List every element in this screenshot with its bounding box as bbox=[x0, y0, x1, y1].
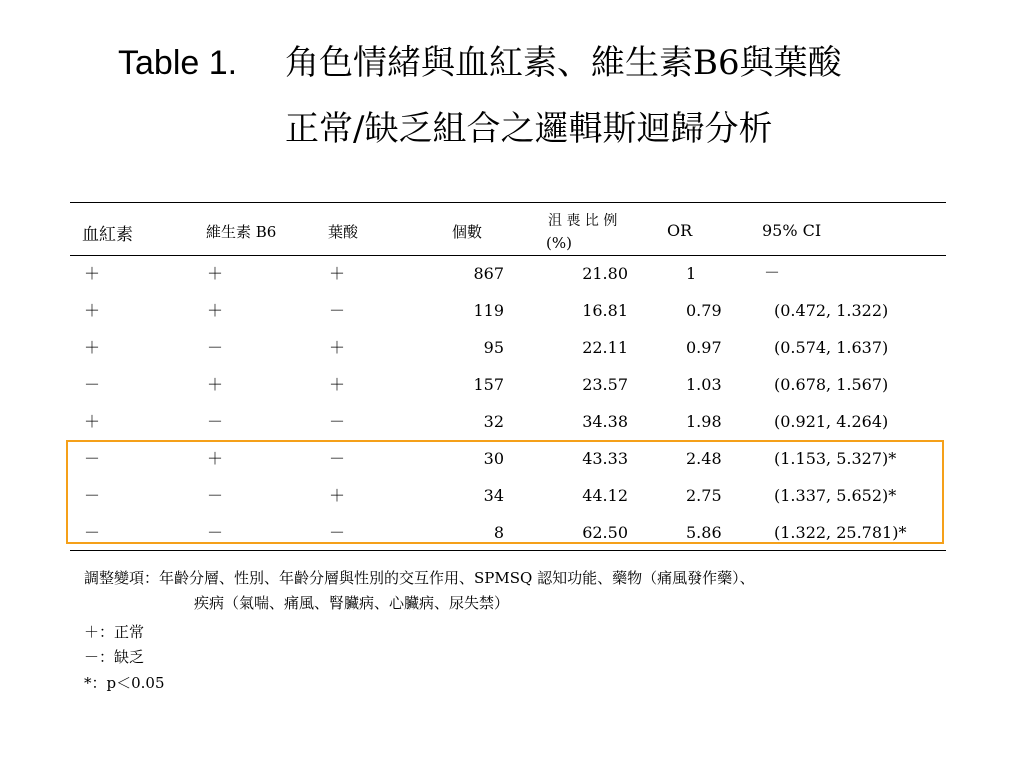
cell-hemoglobin: － bbox=[83, 375, 100, 394]
cell-hemoglobin: － bbox=[83, 523, 100, 542]
cell-vitamin-b6: － bbox=[206, 412, 223, 431]
cell-ci: (1.337, 5.652)* bbox=[774, 486, 897, 505]
cell-vitamin-b6: ＋ bbox=[206, 264, 223, 283]
cell-or: 0.97 bbox=[686, 338, 722, 357]
cell-folate: － bbox=[328, 523, 345, 542]
cell-percent: 21.80 bbox=[582, 264, 628, 283]
table-title-line2: 正常/缺乏組合之邏輯斯迴歸分析 bbox=[285, 109, 773, 149]
cell-hemoglobin: ＋ bbox=[83, 412, 100, 431]
cell-hemoglobin: － bbox=[83, 486, 100, 505]
cell-ci: (0.574, 1.637) bbox=[774, 338, 889, 357]
table-title-text: 角色情緒與血紅素、維生素B6與葉酸 bbox=[285, 43, 842, 83]
cell-ci: － bbox=[764, 263, 781, 282]
cell-ci: (0.472, 1.322) bbox=[774, 301, 889, 320]
cell-ci: (1.322, 25.781)* bbox=[774, 523, 907, 542]
cell-or: 2.75 bbox=[686, 486, 722, 505]
cell-folate: ＋ bbox=[328, 486, 345, 505]
cell-ci: (1.153, 5.327)* bbox=[774, 449, 897, 468]
cell-hemoglobin: ＋ bbox=[83, 264, 100, 283]
header-ci: 95% CI bbox=[762, 221, 822, 240]
header-bottom-rule bbox=[70, 255, 946, 256]
cell-ci: (0.921, 4.264) bbox=[774, 412, 889, 431]
cell-hemoglobin: ＋ bbox=[83, 338, 100, 357]
cell-count: 8 bbox=[493, 523, 504, 542]
cell-ci: (0.678, 1.567) bbox=[774, 375, 889, 394]
cell-count: 32 bbox=[483, 412, 504, 431]
note-minus-legend: －：缺乏 bbox=[84, 648, 145, 666]
note-significance: *：p＜0.05 bbox=[84, 674, 165, 692]
note-plus-legend: ＋：正常 bbox=[84, 623, 145, 641]
highlight-box bbox=[66, 440, 944, 544]
cell-percent: 34.38 bbox=[582, 412, 628, 431]
cell-hemoglobin: ＋ bbox=[83, 301, 100, 320]
cell-folate: ＋ bbox=[328, 264, 345, 283]
cell-folate: ＋ bbox=[328, 375, 345, 394]
cell-count: 95 bbox=[483, 338, 504, 357]
cell-or: 0.79 bbox=[686, 301, 722, 320]
cell-percent: 23.57 bbox=[582, 375, 628, 394]
cell-or: 1.98 bbox=[686, 412, 722, 431]
header-depression-ratio-line1: 沮 喪 比 例 bbox=[548, 213, 618, 229]
header-folate: 葉酸 bbox=[328, 223, 359, 241]
cell-vitamin-b6: － bbox=[206, 486, 223, 505]
cell-vitamin-b6: ＋ bbox=[206, 449, 223, 468]
cell-percent: 22.11 bbox=[582, 338, 628, 357]
cell-or: 5.86 bbox=[686, 523, 722, 542]
cell-folate: － bbox=[328, 449, 345, 468]
cell-hemoglobin: － bbox=[83, 449, 100, 468]
cell-percent: 44.12 bbox=[582, 486, 628, 505]
header-depression-ratio-line2: (%) bbox=[546, 234, 572, 252]
cell-count: 867 bbox=[473, 264, 504, 283]
cell-count: 34 bbox=[483, 486, 504, 505]
cell-percent: 62.50 bbox=[582, 523, 628, 542]
cell-count: 119 bbox=[473, 301, 504, 320]
cell-vitamin-b6: ＋ bbox=[206, 301, 223, 320]
header-or: OR bbox=[667, 221, 693, 240]
header-count: 個數 bbox=[452, 223, 483, 241]
cell-folate: － bbox=[328, 412, 345, 431]
cell-or: 1 bbox=[686, 264, 697, 283]
header-hemoglobin: 血紅素 bbox=[82, 225, 133, 245]
table-title-line1 bbox=[118, 40, 842, 86]
cell-vitamin-b6: ＋ bbox=[206, 375, 223, 394]
cell-vitamin-b6: － bbox=[206, 523, 223, 542]
note-adjustment-line2: 疾病（氣喘、痛風、腎臟病、心臟病、尿失禁） bbox=[194, 594, 510, 612]
cell-or: 2.48 bbox=[686, 449, 722, 468]
note-adjustment-line1: 調整變項：年齡分層、性別、年齡分層與性別的交互作用、SPMSQ 認知功能、藥物（痛風發作藥）、 bbox=[84, 569, 755, 587]
cell-count: 30 bbox=[483, 449, 504, 468]
table-top-rule bbox=[70, 202, 946, 203]
cell-percent: 43.33 bbox=[582, 449, 628, 468]
header-vitamin-b6: 維生素 B6 bbox=[206, 223, 277, 241]
table-bottom-rule bbox=[70, 550, 946, 551]
cell-count: 157 bbox=[473, 375, 504, 394]
cell-vitamin-b6: － bbox=[206, 338, 223, 357]
cell-percent: 16.81 bbox=[582, 301, 628, 320]
cell-folate: － bbox=[328, 301, 345, 320]
cell-folate: ＋ bbox=[328, 338, 345, 357]
cell-or: 1.03 bbox=[686, 375, 722, 394]
table-label: Table 1. bbox=[118, 44, 238, 82]
